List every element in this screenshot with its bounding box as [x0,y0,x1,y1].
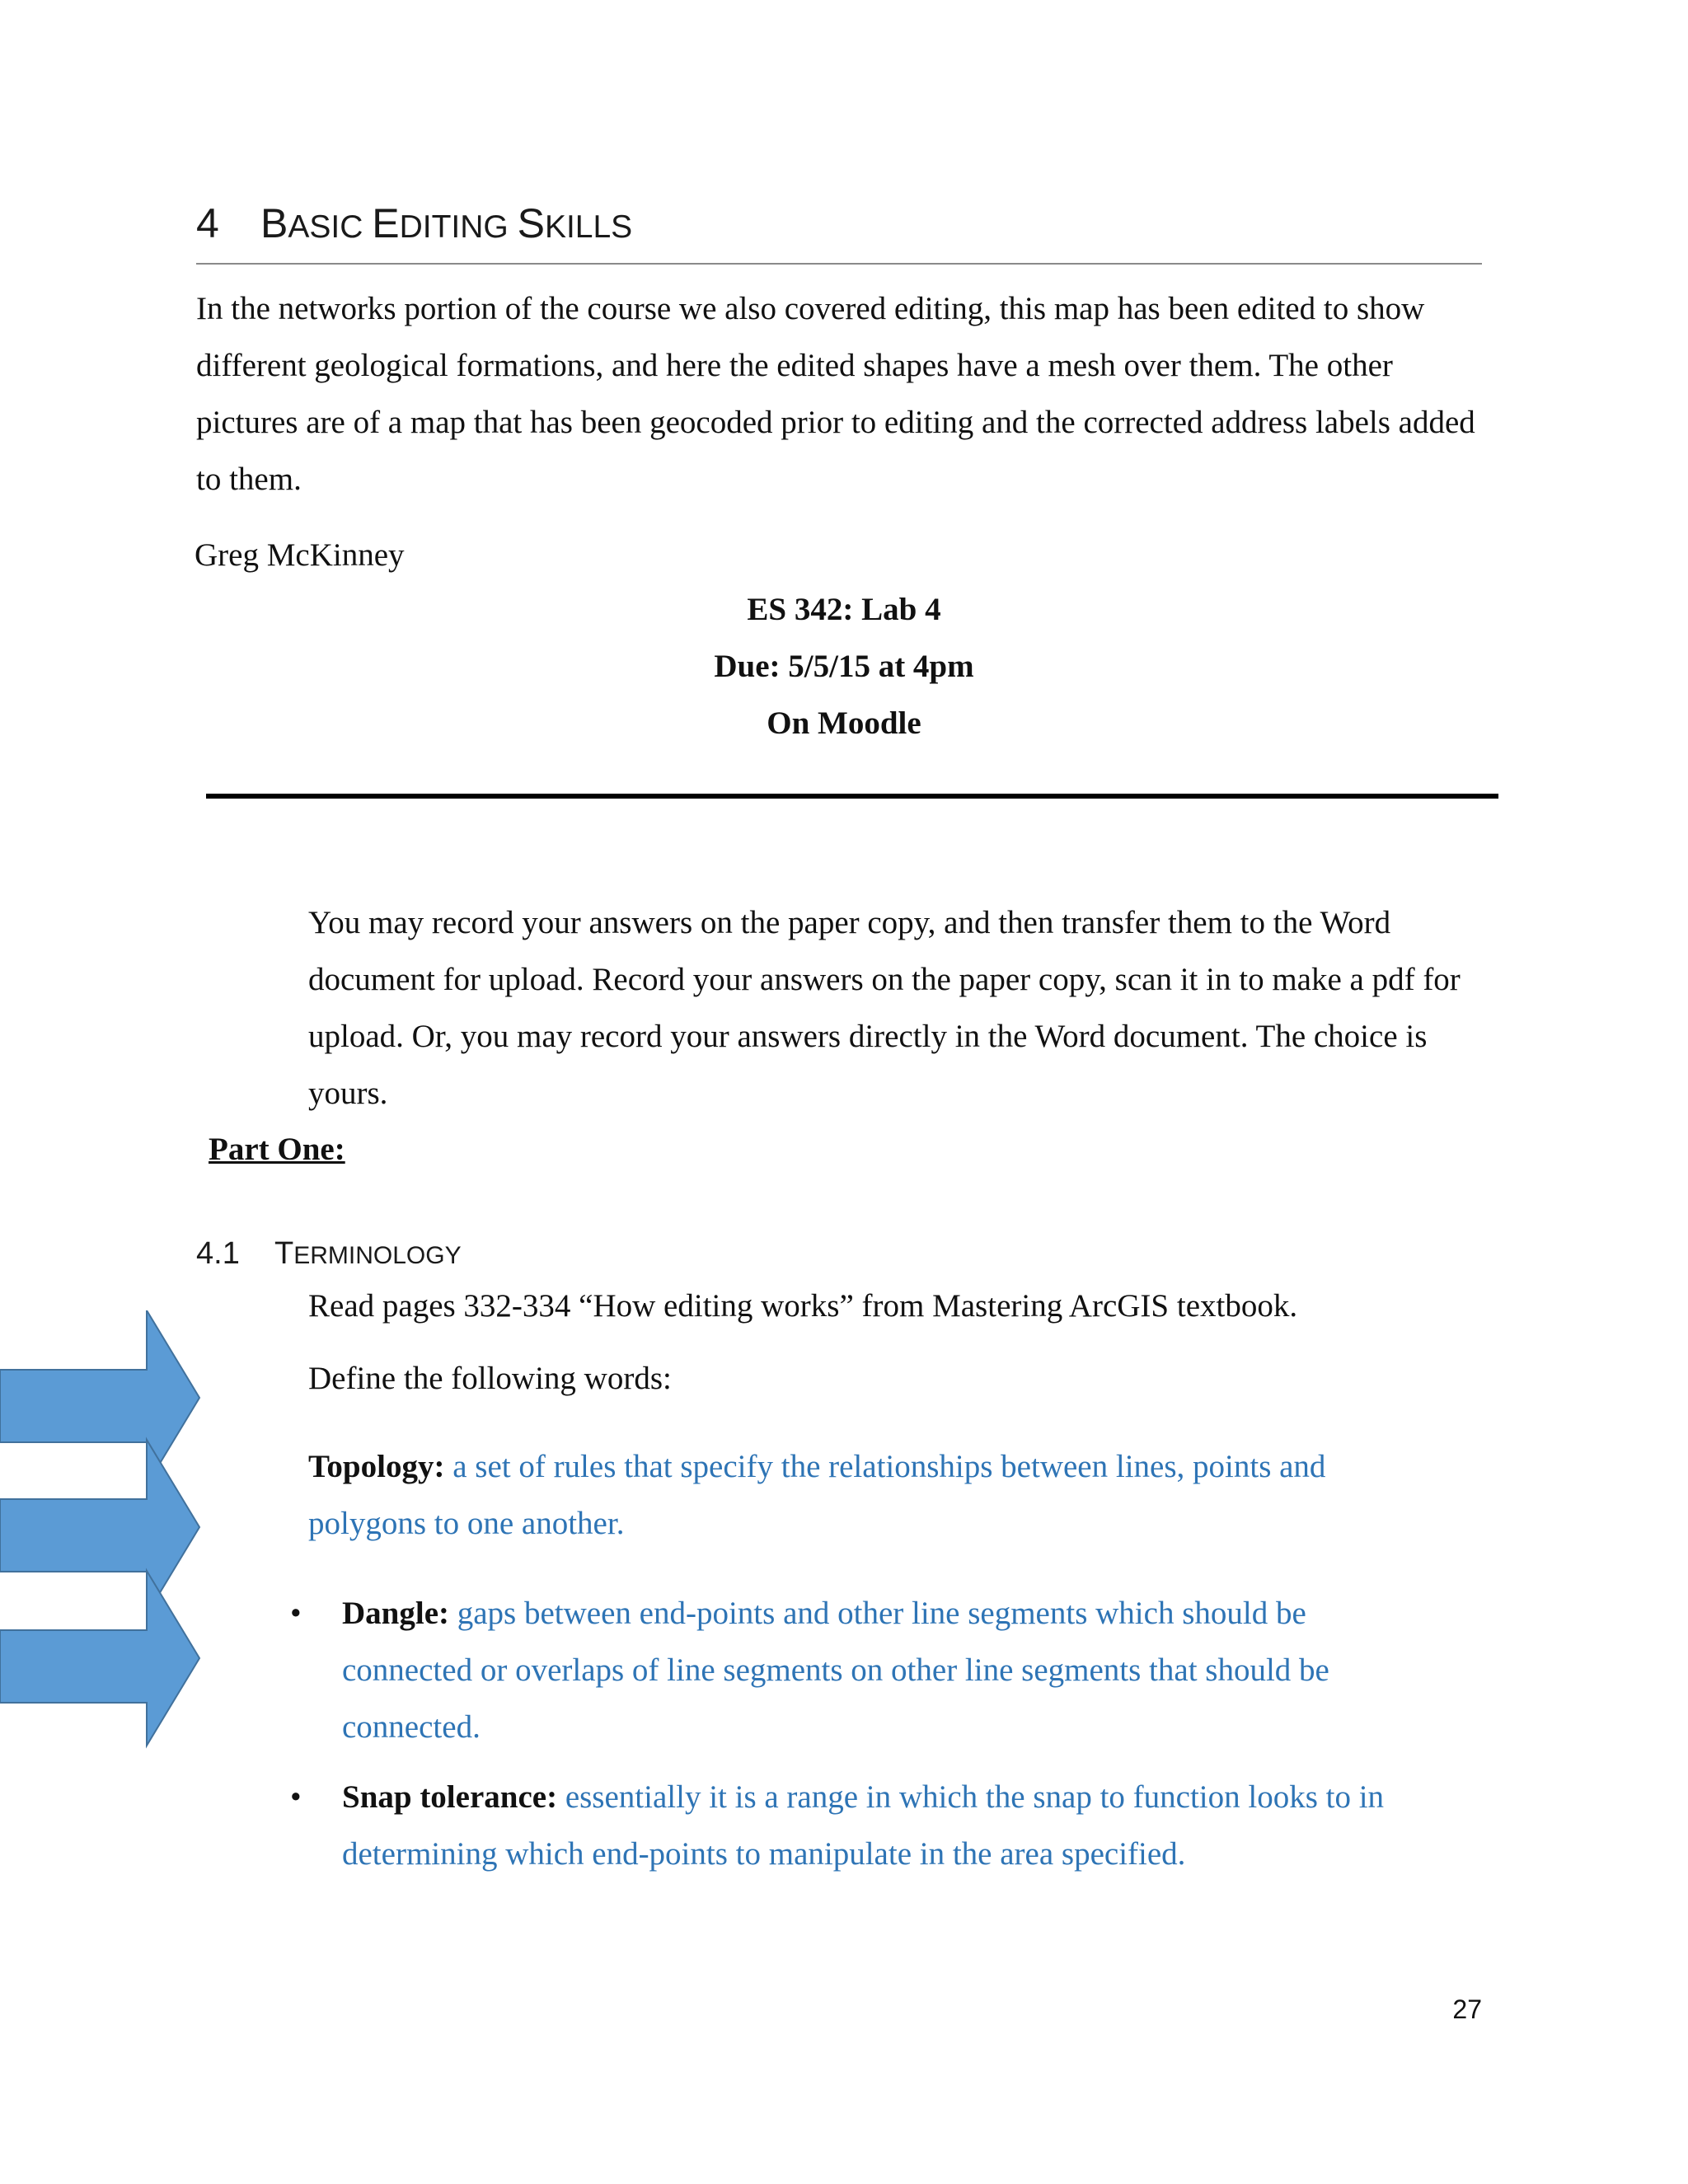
bullet-marker: • [290,1779,302,1815]
lab-course-title: ES 342: Lab 4 [747,592,941,627]
term-name: Snap tolerance: [342,1779,558,1815]
answers-instructions: You may record your answers on the paper copy, and then transfer them to the Word document for upload. Record your answers on the paper copy, scan it in to make a pdf for upload. Or, you may record your answers directly in the Word document. The choice is yours. [308,905,1461,1111]
section-title-part: S [517,200,545,246]
section-title-part: ASIC [288,209,373,245]
section-number: 4 [196,200,219,246]
lab-submission-location: On Moodle [767,705,921,741]
term-definition: gaps between end-points and other line segments which should be connected or overlaps of line segments on other line segments that should be connected. [342,1596,1329,1745]
subsection-number: 4.1 [196,1236,240,1271]
reading-instruction: Read pages 332-334 “How editing works” from Mastering ArcGIS textbook. [308,1288,1298,1324]
term-dangle [342,1585,1414,1755]
section-title-part: E [372,200,400,246]
section-title-part: B [260,200,288,246]
author-name: Greg McKinney [195,537,405,573]
part-one-label: Part One: [209,1132,345,1167]
bullet-marker: • [290,1596,302,1631]
define-instruction: Define the following words: [308,1361,672,1396]
right-arrow-icon [0,1310,199,1485]
term-topology [308,1438,1380,1552]
arrow-group [0,1310,206,1772]
section-title [260,200,632,246]
subsection-title-first: T [274,1236,294,1271]
subsection-title-rest: ERMINOLOGY [293,1242,462,1269]
section-heading [196,200,633,246]
subsection-heading [196,1238,462,1269]
term-name: Dangle: [342,1596,449,1631]
right-arrow-icon [0,1440,199,1615]
lab-due-date: Due: 5/5/15 at 4pm [714,649,974,684]
section-title-part: DITING [399,209,518,245]
heading-divider [196,263,1482,265]
header-divider [206,794,1498,799]
term-definition: essentially it is a range in which the snap to function looks to in determining which end-points to manipulate in the area specified. [342,1779,1385,1872]
intro-paragraph: In the networks portion of the course we also covered editing, this map has been edited to show different geological formations, and here the edited shapes have a mesh over them. The other pictures are of a map that has been geocoded prior to editing and the corrected address labels added to them. [196,291,1475,497]
term-snap-tolerance [342,1769,1438,1882]
term-name: Topology: [308,1449,445,1484]
page-number: 27 [1452,1994,1482,2024]
right-arrow-icon [0,1571,199,1746]
term-definition: a set of rules that specify the relationships between lines, points and polygons to one another. [308,1449,1326,1541]
section-title-part: KILLS [544,209,633,245]
